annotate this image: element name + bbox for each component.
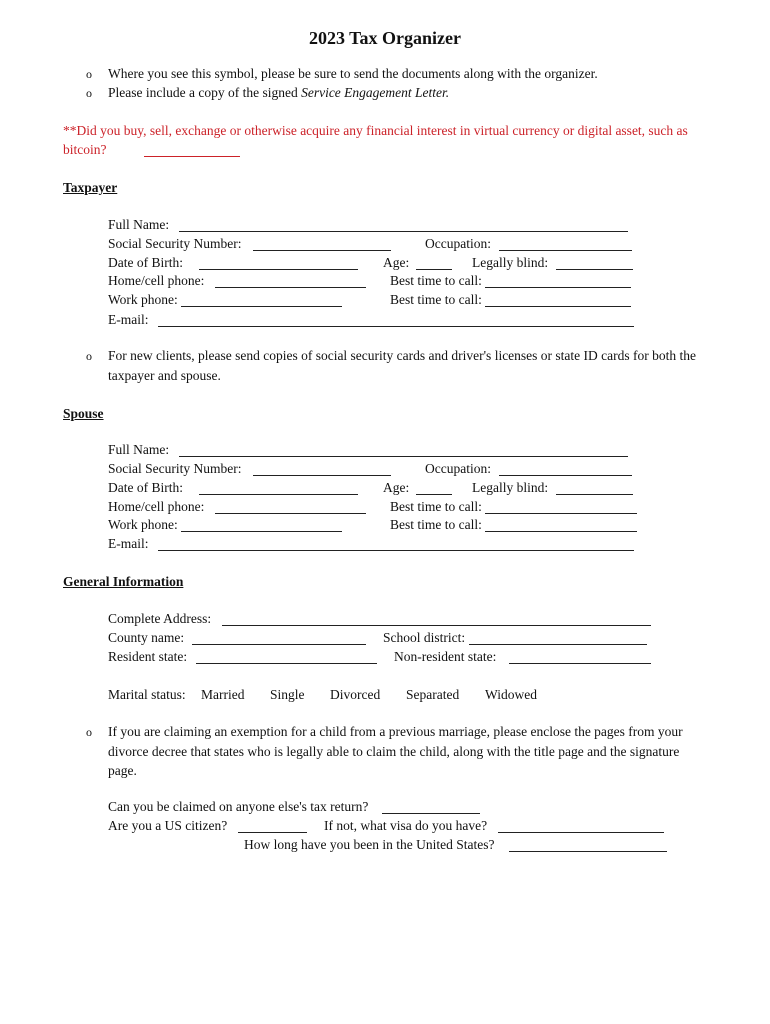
spouse-full-name-label: Full Name: — [108, 442, 170, 457]
new-clients-note: For new clients, please send copies of social security cards and driver's licenses or state ID cards for both the taxpayer and spouse. — [108, 348, 696, 383]
spouse-occupation-label: Occupation: — [425, 461, 491, 476]
virtual-currency-answer-field[interactable] — [144, 156, 240, 157]
address-field[interactable] — [222, 625, 651, 626]
taxpayer-home-phone-label: Home/cell phone: — [108, 273, 205, 288]
visa-label: If not, what visa do you have? — [324, 818, 488, 833]
taxpayer-ssn-label: Social Security Number: — [108, 236, 242, 251]
spouse-occupation-field[interactable] — [499, 475, 632, 476]
resident-state-field[interactable] — [196, 663, 377, 664]
county-label: County name: — [108, 630, 185, 645]
page-title: 2023 Tax Organizer — [309, 28, 461, 48]
spouse-heading: Spouse — [63, 406, 104, 421]
spouse-ssn-field[interactable] — [253, 475, 391, 476]
marital-option-widowed[interactable]: Widowed — [485, 687, 537, 702]
spouse-email-field[interactable] — [158, 550, 634, 551]
spouse-home-phone-field[interactable] — [215, 513, 366, 514]
spouse-home-phone-label: Home/cell phone: — [108, 499, 205, 514]
virtual-currency-question-cont: bitcoin? — [63, 142, 107, 157]
school-district-label: School district: — [383, 630, 466, 645]
spouse-dob-field[interactable] — [199, 494, 358, 495]
taxpayer-best-time-field[interactable] — [485, 287, 631, 288]
taxpayer-work-phone-field[interactable] — [181, 306, 342, 307]
claimed-answer-field[interactable] — [382, 813, 480, 814]
taxpayer-best-time-label: Best time to call: — [390, 273, 482, 288]
engagement-letter-text: Please include a copy of the signed — [108, 85, 302, 100]
us-citizen-field[interactable] — [238, 832, 307, 833]
taxpayer-blind-field[interactable] — [556, 269, 633, 270]
how-long-label: How long have you been in the United States? — [244, 837, 495, 852]
spouse-best-time-label: Best time to call: — [390, 499, 482, 514]
taxpayer-work-phone-label: Work phone: — [108, 292, 178, 307]
taxpayer-dob-label: Date of Birth: — [108, 255, 183, 270]
taxpayer-best-time2-field[interactable] — [485, 306, 631, 307]
resident-state-label: Resident state: — [108, 649, 188, 664]
claimed-question-label: Can you be claimed on anyone else's tax return? — [108, 799, 369, 814]
taxpayer-home-phone-field[interactable] — [215, 287, 366, 288]
spouse-age-label: Age: — [383, 480, 410, 495]
address-label: Complete Address: — [108, 611, 212, 626]
bullet-marker: o — [86, 725, 92, 739]
how-long-field[interactable] — [509, 851, 667, 852]
marital-option-divorced[interactable]: Divorced — [330, 687, 381, 702]
taxpayer-dob-field[interactable] — [199, 269, 358, 270]
taxpayer-age-label: Age: — [383, 255, 410, 270]
taxpayer-blind-label: Legally blind: — [472, 255, 549, 270]
spouse-age-field[interactable] — [416, 494, 452, 495]
bullet-marker: o — [86, 349, 92, 363]
engagement-letter-title: Service Engagement Letter. — [301, 85, 450, 100]
general-info-heading: General Information — [63, 574, 184, 589]
spouse-dob-label: Date of Birth: — [108, 480, 183, 495]
taxpayer-age-field[interactable] — [416, 269, 452, 270]
marital-option-separated[interactable]: Separated — [406, 687, 460, 702]
us-citizen-label: Are you a US citizen? — [108, 818, 228, 833]
taxpayer-occupation-label: Occupation: — [425, 236, 491, 251]
county-field[interactable] — [192, 644, 366, 645]
marital-status-label: Marital status: — [108, 687, 186, 702]
taxpayer-full-name-field[interactable] — [179, 231, 628, 232]
taxpayer-occupation-field[interactable] — [499, 250, 632, 251]
school-district-field[interactable] — [469, 644, 647, 645]
spouse-best-time2-label: Best time to call: — [390, 517, 482, 532]
spouse-full-name-field[interactable] — [179, 456, 628, 457]
marital-option-single[interactable]: Single — [270, 687, 305, 702]
spouse-blind-label: Legally blind: — [472, 480, 549, 495]
spouse-blind-field[interactable] — [556, 494, 633, 495]
visa-field[interactable] — [498, 832, 664, 833]
engagement-letter-instruction — [108, 85, 449, 101]
taxpayer-ssn-field[interactable] — [253, 250, 391, 251]
spouse-work-phone-label: Work phone: — [108, 517, 178, 532]
taxpayer-heading: Taxpayer — [63, 180, 118, 195]
spouse-best-time-field[interactable] — [485, 513, 637, 514]
spouse-ssn-label: Social Security Number: — [108, 461, 242, 476]
taxpayer-email-label: E-mail: — [108, 312, 149, 327]
taxpayer-email-field[interactable] — [158, 326, 634, 327]
exemption-note: If you are claiming an exemption for a child from a previous marriage, please enclose the pages from your divorce decree that states who is legally able to claim the child, along with the title page and the signature page. — [108, 724, 683, 778]
nonresident-state-label: Non-resident state: — [394, 649, 497, 664]
bullet-marker: o — [86, 86, 92, 100]
taxpayer-full-name-label: Full Name: — [108, 217, 170, 232]
documents-instruction: Where you see this symbol, please be sure to send the documents along with the organizer. — [108, 66, 598, 81]
bullet-marker: o — [86, 67, 92, 81]
spouse-work-phone-field[interactable] — [181, 531, 342, 532]
marital-option-married[interactable]: Married — [201, 687, 245, 702]
spouse-best-time2-field[interactable] — [485, 531, 637, 532]
spouse-email-label: E-mail: — [108, 536, 149, 551]
taxpayer-best-time2-label: Best time to call: — [390, 292, 482, 307]
nonresident-state-field[interactable] — [509, 663, 651, 664]
virtual-currency-question: **Did you buy, sell, exchange or otherwise acquire any financial interest in virtual currency or digital asset, such as — [63, 123, 688, 138]
